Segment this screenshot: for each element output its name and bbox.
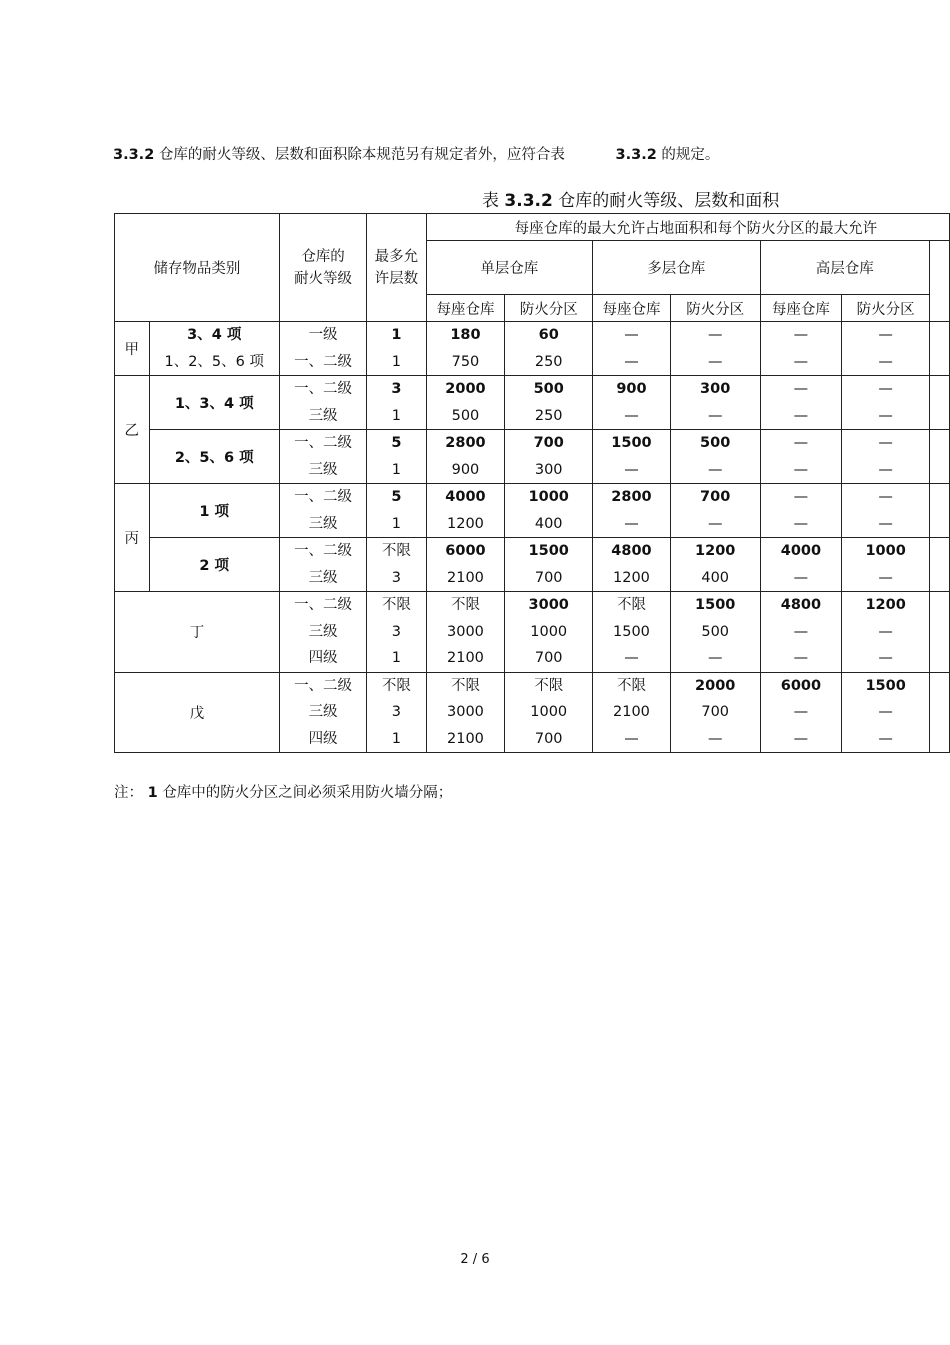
value-cell: — [624, 730, 639, 747]
table-row [115, 538, 950, 592]
floors-cell: 1 [391, 327, 402, 343]
header-single-b: 防火分区 [505, 295, 593, 322]
value-cell: — [878, 435, 893, 451]
grade-cell: 一、二级 [294, 435, 353, 451]
value-cell: — [707, 461, 723, 478]
value-cell: — [878, 730, 893, 747]
value-cell: — [878, 381, 893, 397]
value-cell: 4800 [611, 543, 652, 559]
value-cell: — [793, 569, 809, 586]
value-cell: — [793, 623, 809, 640]
grade-cell: 三级 [308, 407, 338, 424]
value-cell: — [878, 569, 893, 586]
header-single-a: 每座仓库 [426, 295, 505, 322]
value-cell: — [707, 327, 723, 343]
value-cell: 1000 [528, 489, 569, 505]
value-cell: 3000 [447, 623, 484, 640]
value-cell: 1200 [447, 515, 484, 532]
value-cell: 3000 [528, 597, 569, 613]
value-cell: 500 [701, 623, 730, 640]
value-cell: 2000 [695, 677, 736, 694]
value-cell: — [624, 650, 639, 666]
value-cell: 1500 [865, 677, 906, 694]
extra-cell [930, 322, 950, 376]
header-grade [279, 214, 366, 322]
table-row [115, 484, 950, 538]
floors-cell: 3 [391, 623, 402, 640]
value-cell: 4000 [445, 489, 486, 505]
value-cell: — [878, 407, 893, 424]
value-cell: — [878, 650, 893, 666]
value-cell: — [878, 623, 893, 640]
extra-cell [930, 672, 950, 753]
grade-cell: 三级 [308, 623, 338, 640]
value-cell: — [624, 461, 639, 478]
floors-cell: 3 [391, 569, 402, 586]
grade-cell: 一、二级 [294, 597, 353, 613]
header-floors [367, 214, 426, 322]
value-cell: 不限 [616, 677, 646, 694]
value-cell: 400 [534, 515, 563, 532]
value-cell: 900 [616, 381, 647, 397]
value-cell: 700 [700, 489, 731, 505]
value-cell: 700 [534, 730, 563, 747]
value-cell: 1200 [613, 569, 650, 586]
value-cell: — [707, 730, 723, 747]
page-number: 2 / 6 [460, 1252, 490, 1267]
value-cell: — [793, 489, 809, 505]
value-cell: 1500 [695, 597, 736, 613]
table-note [114, 781, 452, 802]
value-cell: 700 [534, 569, 563, 586]
grade-cell: 一、二级 [294, 543, 353, 559]
value-cell: 4000 [780, 543, 822, 559]
floors-cell: 不限 [381, 597, 411, 613]
intro-text: 仓库的耐火等级、层数和面积除本规范另有规定者外，应符合表 [158, 147, 565, 163]
header-area-main: 每座仓库的最大允许占地面积和每个防火分区的最大允许 [426, 214, 949, 241]
value-cell: 60 [538, 327, 559, 343]
cat-wu: 戊 [115, 672, 280, 753]
floors-cell: 不限 [381, 543, 411, 559]
value-cell: — [793, 650, 809, 666]
cat-ding: 丁 [115, 592, 280, 673]
section-number: 3.3.2 [113, 147, 155, 163]
grade-cell: 三级 [308, 569, 338, 586]
value-cell: 2800 [445, 435, 486, 451]
value-cell: 1200 [865, 597, 906, 613]
value-cell: — [624, 353, 639, 370]
grade-cell: 一、二级 [294, 677, 353, 694]
value-cell: 2000 [445, 381, 486, 397]
table-row [115, 322, 950, 376]
grade-cell: 三级 [308, 515, 338, 532]
value-cell: — [793, 381, 809, 397]
header-floors-line1: 最多允 [374, 248, 419, 265]
value-cell: — [707, 515, 723, 532]
value-cell: — [707, 353, 723, 370]
header-high-a: 每座仓库 [760, 295, 842, 322]
header-multi: 多层仓库 [593, 241, 760, 295]
floors-cell: 1 [391, 407, 402, 424]
table-row [115, 430, 950, 484]
value-cell: — [878, 461, 893, 478]
value-cell: 2100 [447, 730, 484, 747]
value-cell: 500 [533, 381, 564, 397]
value-cell: 不限 [534, 677, 564, 694]
extra-cell [930, 430, 950, 484]
value-cell: 400 [701, 569, 730, 586]
value-cell: 1000 [530, 623, 568, 640]
value-cell: — [793, 461, 809, 478]
value-cell: 2800 [611, 489, 652, 505]
cat-bing: 丙 [115, 484, 150, 592]
value-cell: 1500 [611, 435, 652, 451]
value-cell: 700 [534, 650, 563, 666]
value-cell: 750 [451, 353, 480, 370]
value-cell: 1000 [865, 543, 906, 559]
header-high: 高层仓库 [760, 241, 929, 295]
table-caption [482, 186, 779, 211]
extra-cell [930, 592, 950, 673]
caption-text: 仓库的耐火等级、层数和面积 [558, 191, 780, 211]
grade-cell: 一级 [308, 327, 338, 343]
floors-cell: 3 [391, 381, 402, 397]
value-cell: 1500 [613, 623, 650, 640]
value-cell: — [793, 704, 809, 720]
header-multi-a: 每座仓库 [593, 295, 671, 322]
table-reference: 3.3.2 [615, 147, 657, 163]
value-cell: 300 [700, 381, 731, 397]
value-cell: — [793, 353, 809, 370]
header-category: 储存物品类别 [115, 214, 280, 322]
header-grade-line2: 耐火等级 [294, 270, 353, 287]
cat-jia-b: 1、2、5、6 项 [164, 353, 264, 370]
value-cell: 1200 [695, 543, 736, 559]
value-cell: 4800 [780, 597, 822, 613]
floors-cell: 1 [391, 650, 402, 666]
header-floors-line2: 许层数 [374, 270, 419, 287]
header-single: 单层仓库 [426, 241, 592, 295]
value-cell: 不限 [450, 597, 480, 613]
value-cell: — [878, 353, 893, 370]
floors-cell: 1 [391, 461, 402, 478]
floors-cell: 1 [391, 353, 402, 370]
value-cell: — [878, 327, 893, 343]
value-cell: 3000 [447, 704, 484, 720]
value-cell: 2100 [447, 650, 484, 666]
value-cell: — [624, 515, 639, 532]
value-cell: 700 [533, 435, 564, 451]
value-cell: — [793, 407, 809, 424]
value-cell: — [624, 327, 639, 343]
value-cell: — [878, 515, 893, 532]
value-cell: 1500 [528, 543, 569, 559]
note-prefix: 注： [114, 785, 143, 801]
value-cell: 500 [451, 407, 480, 424]
value-cell: 900 [451, 461, 480, 478]
floors-cell: 1 [391, 515, 402, 532]
caption-number: 3.3.2 [504, 191, 553, 211]
grade-cell: 三级 [308, 704, 338, 720]
cat-yi-b: 2、5、6 项 [149, 430, 279, 484]
cat-yi: 乙 [115, 376, 150, 484]
table-row [115, 376, 950, 430]
grade-cell: 三级 [308, 461, 338, 478]
value-cell: 6000 [780, 677, 822, 694]
intro-tail: 的规定。 [661, 147, 720, 163]
extra-cell [930, 484, 950, 538]
value-cell: — [878, 704, 893, 720]
value-cell: 700 [701, 704, 730, 720]
table-row [115, 592, 950, 673]
cat-bing-b: 2 项 [149, 538, 279, 592]
grade-cell: 一、二级 [294, 489, 353, 505]
value-cell: 500 [700, 435, 731, 451]
cat-bing-a: 1 项 [149, 484, 279, 538]
value-cell: — [707, 407, 723, 424]
note-number: 1 [147, 785, 158, 801]
intro-paragraph [113, 143, 719, 164]
cat-jia: 甲 [115, 322, 150, 376]
header-multi-b: 防火分区 [670, 295, 760, 322]
value-cell: 6000 [445, 543, 486, 559]
floors-cell: 5 [391, 435, 402, 451]
cat-label [149, 322, 279, 376]
floors-cell: 不限 [381, 677, 411, 694]
floors-cell: 3 [391, 704, 402, 720]
value-cell: — [793, 730, 809, 747]
floors-cell: 5 [391, 489, 402, 505]
floors-cell: 1 [391, 730, 402, 747]
grade-cell: 一、二级 [294, 381, 353, 397]
header-grade-line1: 仓库的 [301, 248, 345, 265]
note-text: 仓库中的防火分区之间必须采用防火墙分隔； [162, 785, 453, 801]
header-high-b: 防火分区 [842, 295, 930, 322]
extra-cell [930, 376, 950, 430]
value-cell: 300 [534, 461, 563, 478]
value-cell: — [707, 650, 723, 666]
grade-cell: 四级 [308, 650, 338, 666]
value-cell: 1000 [530, 704, 568, 720]
value-cell: — [793, 435, 809, 451]
grade-cell: 四级 [308, 730, 338, 747]
value-cell: 2100 [447, 569, 484, 586]
value-cell: — [878, 489, 893, 505]
table-row [115, 672, 950, 753]
cat-jia-a: 3、4 项 [187, 327, 242, 343]
warehouse-fire-table [114, 213, 950, 753]
grade-cell: 一、二级 [294, 353, 353, 370]
value-cell: 不限 [616, 597, 646, 613]
value-cell: — [793, 327, 809, 343]
caption-prefix: 表 [482, 191, 499, 211]
value-cell: — [793, 515, 809, 532]
value-cell: 250 [534, 407, 563, 424]
value-cell: 250 [534, 353, 563, 370]
value-cell: 2100 [613, 704, 650, 720]
header-extra [930, 241, 950, 322]
value-cell: — [624, 407, 639, 424]
extra-cell [930, 538, 950, 592]
value-cell: 不限 [450, 677, 480, 694]
cat-yi-a: 1、3、4 项 [149, 376, 279, 430]
value-cell: 180 [450, 327, 481, 343]
